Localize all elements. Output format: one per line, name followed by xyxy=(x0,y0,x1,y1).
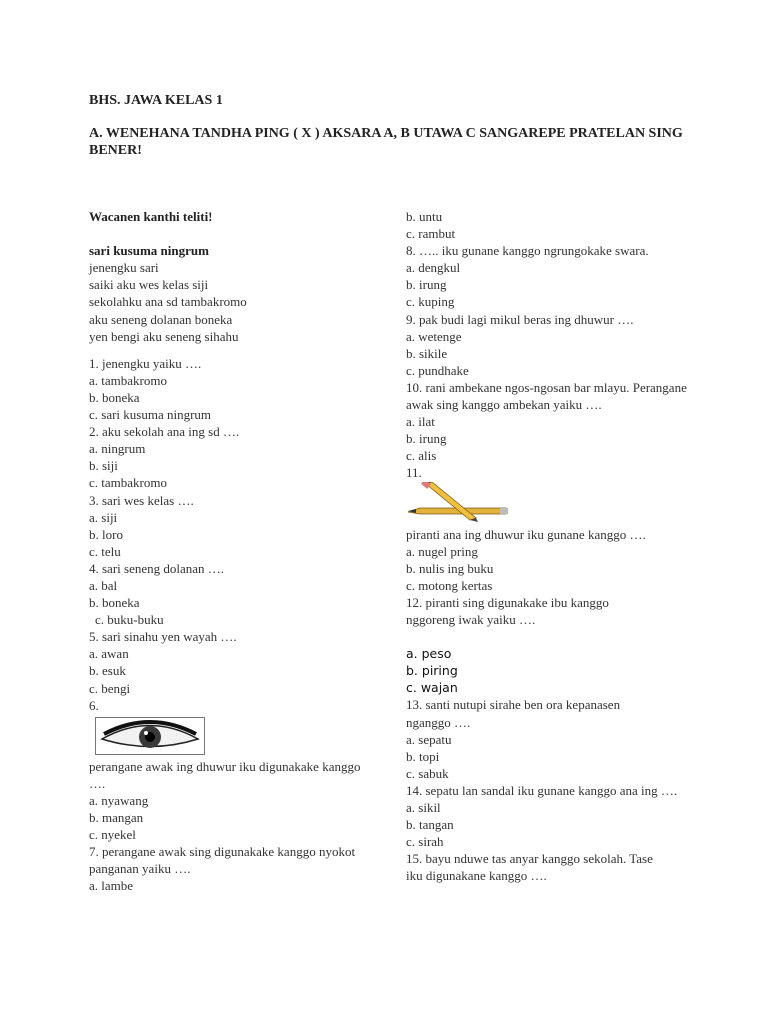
reading-subtitle: sari kusuma ningrum xyxy=(89,243,209,259)
option: a. lambe xyxy=(89,878,134,894)
right-column xyxy=(406,208,706,884)
eye-picture xyxy=(95,717,205,755)
option: b. boneka xyxy=(89,389,140,405)
question-11-text: piranti ana ing dhuwur iku gunane kanggo …. xyxy=(406,526,646,542)
option: c. sabuk xyxy=(406,765,449,781)
option: a. ningrum xyxy=(89,441,146,457)
option: b. tangan xyxy=(406,817,454,833)
reading-line: yen bengi aku seneng sihahu xyxy=(89,328,239,344)
reading-heading: Wacanen kanthi teliti! xyxy=(89,209,213,224)
option: a. nugel pring xyxy=(406,543,478,559)
option: a. sepatu xyxy=(406,731,452,747)
option: c. sirah xyxy=(406,834,444,850)
question-4: 4. sari seneng dolanan …. xyxy=(89,560,225,576)
question-15: 15. bayu nduwe tas anyar kanggo sekolah. Tase iku digunakane kanggo …. xyxy=(406,851,653,884)
pencil-picture xyxy=(406,482,516,522)
option: a. tambakromo xyxy=(89,372,167,388)
option: a. wetenge xyxy=(406,328,462,344)
option: a. nyawang xyxy=(89,792,149,808)
option: c. motong kertas xyxy=(406,577,493,593)
option: b. topi xyxy=(406,748,440,764)
option: c. buku-buku xyxy=(95,612,164,628)
option: a. ilat xyxy=(406,414,435,430)
question-9: 9. pak budi lagi mikul beras ing dhuwur …. xyxy=(406,311,634,327)
option: c. wajan xyxy=(406,680,458,696)
option: b. mangan xyxy=(89,810,144,825)
question-8: 8. ….. iku gunane kanggo ngrungokake swara. xyxy=(406,243,649,259)
question-12: 12. piranti sing digunakake ibu kanggo nggoreng iwak yaiku …. xyxy=(406,594,609,627)
question-6-text: perangane awak ing dhuwur iku digunakake kanggo …. xyxy=(89,758,361,791)
option: b. piring xyxy=(406,663,458,679)
question-3: 3. sari wes kelas …. xyxy=(89,492,194,508)
option: b. esuk xyxy=(89,663,126,679)
option: c. nyekel xyxy=(89,827,136,843)
option: a. sikil xyxy=(406,800,441,815)
option: c. alis xyxy=(406,448,437,464)
option: a. peso xyxy=(406,646,452,662)
option: c. kuping xyxy=(406,294,455,310)
instruction-text: A. WENEHANA TANDHA PING ( X ) AKSARA A, B UTAWA C SANGAREPE PRATELAN SING BENER! xyxy=(89,126,683,158)
question-2: 2. aku sekolah ana ing sd …. xyxy=(89,424,240,440)
option: b. untu xyxy=(406,209,443,224)
reading-line: sekolahku ana sd tambakromo xyxy=(89,294,247,310)
option: b. siji xyxy=(89,458,118,474)
question-6: 6. xyxy=(89,697,99,713)
option: c. sari kusuma ningrum xyxy=(89,407,212,423)
option: b. loro xyxy=(89,526,123,542)
option: a. bal xyxy=(89,577,118,593)
option: b. irung xyxy=(406,277,447,293)
option: c. bengi xyxy=(89,680,131,696)
question-1: 1. jenengku yaiku …. xyxy=(89,355,202,371)
option: b. nulis ing buku xyxy=(406,560,494,576)
option: a. siji xyxy=(89,509,118,525)
reading-line: aku seneng dolanan boneka xyxy=(89,311,233,327)
question-13: 13. santi nutupi sirahe ben ora kepanasen nganggo …. xyxy=(406,697,621,730)
reading-line: jenengku sari xyxy=(89,260,159,276)
option: c. tambakromo xyxy=(89,475,167,491)
option: b. irung xyxy=(406,431,447,447)
option: c. pundhake xyxy=(406,362,469,378)
reading-line: saiki aku wes kelas siji xyxy=(89,277,209,293)
option: c. rambut xyxy=(406,226,456,242)
question-14: 14. sepatu lan sandal iku gunane kanggo ana ing …. xyxy=(406,782,678,798)
option: a. awan xyxy=(89,646,129,662)
question-5: 5. sari sinahu yen wayah …. xyxy=(89,629,237,645)
option: b. boneka xyxy=(89,595,140,611)
option: c. telu xyxy=(89,543,121,559)
document-title: BHS. JAWA KELAS 1 xyxy=(89,93,223,108)
question-11: 11. xyxy=(406,465,422,481)
left-column xyxy=(89,208,369,894)
question-10: 10. rani ambekane ngos-ngosan bar mlayu. Perangane awak sing kanggo ambekan yaiku …. xyxy=(406,379,687,413)
option: b. sikile xyxy=(406,345,448,361)
option: a. dengkul xyxy=(406,260,461,276)
question-7: 7. perangane awak sing digunakake kanggo nyokot panganan yaiku …. xyxy=(89,844,356,877)
